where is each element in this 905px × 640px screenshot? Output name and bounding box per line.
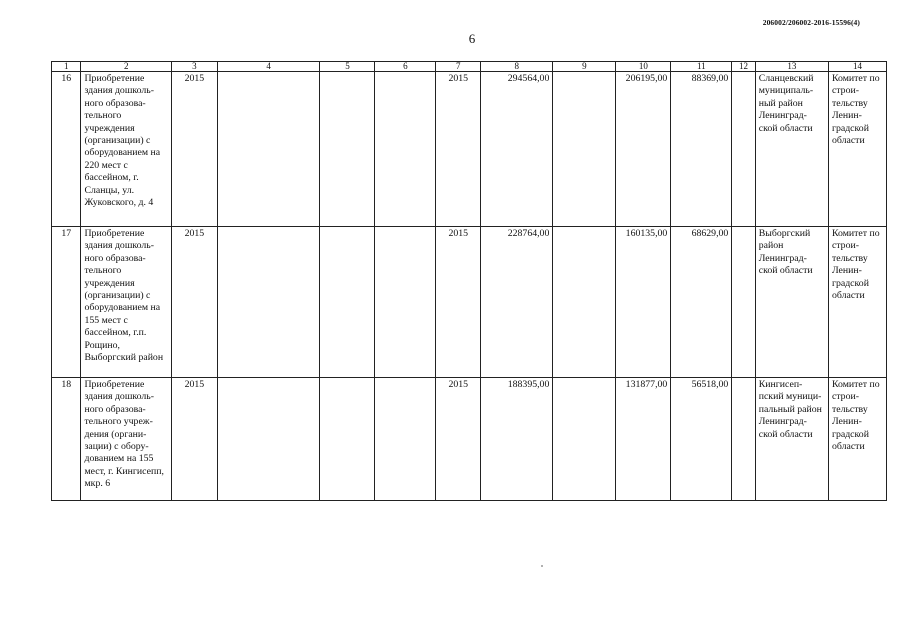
column-header: 7: [436, 62, 481, 72]
table-row: [52, 227, 887, 378]
cell-col5: [320, 72, 375, 227]
column-header: 1: [52, 62, 81, 72]
document-id: 206002/206002-2016-15596(4): [762, 18, 860, 27]
cell-municipality: Кингисеп-пский муници-пальный район Ленинград-ской области: [755, 378, 828, 501]
column-header: 14: [828, 62, 886, 72]
column-header: 2: [81, 62, 172, 72]
cell-year-start: 2015: [172, 72, 218, 227]
cell-object-name: Приобретение здания дошколь-ного образова-тельного учреж-дения (органи-зации) с обору-дованием на 155 мест, г. Кингисепп, мкр. 6: [81, 378, 172, 501]
cell-col12: [732, 72, 755, 227]
cell-col11: 88369,00: [671, 72, 732, 227]
cell-number: 16: [52, 72, 81, 227]
cell-col5: [320, 227, 375, 378]
column-header: 6: [375, 62, 436, 72]
cell-col11: 56518,00: [671, 378, 732, 501]
cell-executor: Комитет по строи-тельству Ленин-градской области: [828, 72, 886, 227]
cell-col10: 206195,00: [616, 72, 671, 227]
cell-col4: [217, 227, 320, 378]
cell-number: 17: [52, 227, 81, 378]
cell-col6: [375, 378, 436, 501]
column-header: 5: [320, 62, 375, 72]
cell-year-start: 2015: [172, 378, 218, 501]
cell-total: 188395,00: [481, 378, 553, 501]
cell-col12: [732, 378, 755, 501]
table-row: [52, 378, 887, 501]
page-number: 6: [468, 31, 476, 46]
data-table: [51, 61, 887, 501]
cell-col4: [217, 72, 320, 227]
cell-col10: 131877,00: [616, 378, 671, 501]
scan-speck: [541, 565, 543, 567]
cell-col12: [732, 227, 755, 378]
cell-object-name: Приобретение здания дошколь-ного образова-тельного учреждения (организации) с оборудованием на 155 мест с бассейном, г.п. Рощино, Выборгский район: [81, 227, 172, 378]
cell-year-end: 2015: [436, 378, 481, 501]
column-header: 10: [616, 62, 671, 72]
column-header: 11: [671, 62, 732, 72]
cell-col11: 68629,00: [671, 227, 732, 378]
column-header: 4: [217, 62, 320, 72]
cell-col9: [553, 378, 616, 501]
column-header: 9: [553, 62, 616, 72]
cell-year-start: 2015: [172, 227, 218, 378]
cell-executor: Комитет по строи-тельству Ленин-градской области: [828, 227, 886, 378]
cell-number: 18: [52, 378, 81, 501]
table-row: [52, 72, 887, 227]
column-header: 8: [481, 62, 553, 72]
cell-total: 294564,00: [481, 72, 553, 227]
cell-col9: [553, 227, 616, 378]
column-header: 3: [172, 62, 218, 72]
header-row: [52, 62, 887, 72]
column-header: 13: [755, 62, 828, 72]
column-header: 12: [732, 62, 755, 72]
cell-col5: [320, 378, 375, 501]
cell-col9: [553, 72, 616, 227]
cell-object-name: Приобретение здания дошколь-ного образова-тельного учреждения (организации) с оборудованием на 220 мест с бассейном, г. Сланцы, ул. Жуковского, д. 4: [81, 72, 172, 227]
cell-col6: [375, 72, 436, 227]
cell-total: 228764,00: [481, 227, 553, 378]
cell-col4: [217, 378, 320, 501]
cell-year-end: 2015: [436, 227, 481, 378]
cell-col6: [375, 227, 436, 378]
cell-executor: Комитет по строи-тельству Ленин-градской области: [828, 378, 886, 501]
cell-col10: 160135,00: [616, 227, 671, 378]
cell-municipality: Выборгский район Ленинград-ской области: [755, 227, 828, 378]
cell-year-end: 2015: [436, 72, 481, 227]
cell-municipality: Сланцевский муниципаль-ный район Ленинград-ской области: [755, 72, 828, 227]
